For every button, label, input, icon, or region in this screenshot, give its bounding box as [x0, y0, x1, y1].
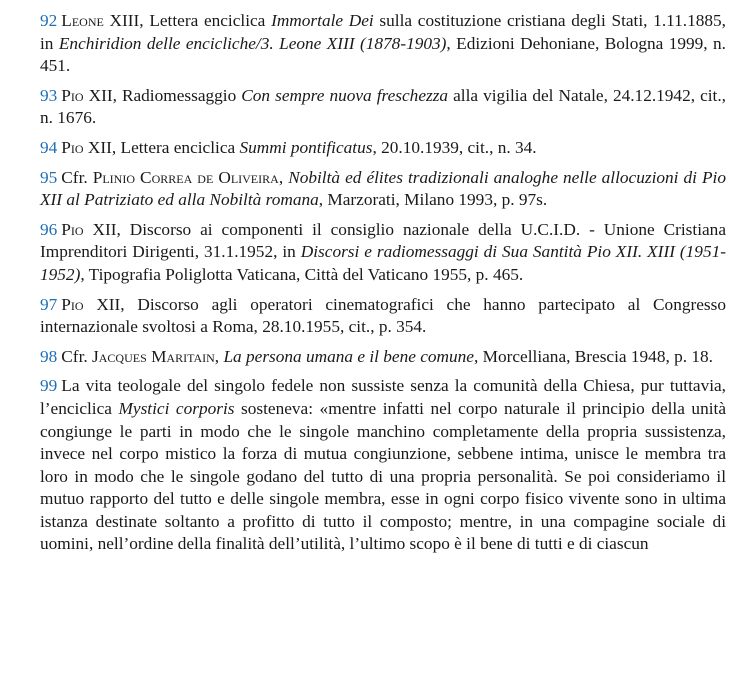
footnote-text: [40, 11, 726, 75]
author-name: Jacques Maritain: [92, 346, 215, 366]
text-run: sosteneva: «mentre infatti nel corpo naturale il principio della unità congiunge le parti in modo che le singole manchino completamente della propria sussistenza, invece nel corpo mistico la forza di mutua congiunzione, sebbene intima, unisce le membra tra loro in modo che le singole godano del tutto di una propria personalità. Se poi consideriamo il mutuo rapporto del tutto e delle singole membra, esse in ogni corpo fisico vivente sono in ultima istanza destinate soltanto a profitto di tutto il composto; mentre, in una compagine sociale di uomini, nell’ordine della finalità dell’utilità, l’ultimo scopo è il bene di tutti e di ciascun: [40, 398, 726, 554]
italic-title: Con sempre nuova freschezza: [241, 85, 449, 105]
text-run: Cfr.: [61, 346, 93, 366]
footnote-number[interactable]: 93: [40, 85, 58, 105]
author-name: Pio: [61, 294, 84, 314]
footnote-text: [61, 138, 536, 157]
text-run: , 20.10.1939, cit., n. 34.: [372, 137, 537, 157]
italic-title: Nobiltà ed élites tradizionali analoghe nelle allocuzioni di Pio XII al Patriziato ed alla Nobiltà romana: [40, 167, 727, 210]
italic-title: Enchiridion delle encicliche/3. Leone XIII (1878-1903): [58, 33, 447, 53]
footnote-text: [40, 376, 726, 553]
text-run: La vita teologale del singolo fedele non sussiste senza la comunità della Chiesa, pur tuttavia, l’enciclica: [40, 376, 726, 418]
footnotes-page: [40, 0, 726, 563]
footnote-text: [40, 168, 726, 210]
text-run: XIII, Lettera enciclica: [103, 11, 272, 30]
text-run: , Edizioni Dehoniane, Bologna 1999, n. 451.: [40, 33, 726, 76]
footnote-text: [40, 220, 726, 284]
text-run: XII, Discorso ai componenti il consiglio nazionale della U.C.I.D. - Unione Cristiana Imprenditori Dirigenti, 31.1.1952, in: [40, 219, 726, 262]
footnote-93: [40, 85, 726, 130]
text-run: sulla costituzione cristiana degli Stati, 1.11.1885, in: [40, 11, 726, 53]
footnote-number[interactable]: 95: [40, 167, 58, 187]
italic-title: La persona umana e il bene comune: [223, 346, 474, 366]
italic-title: Mystici corporis: [118, 398, 235, 418]
footnote-94: [40, 137, 726, 160]
text-run: ,: [278, 167, 289, 187]
footnote-99: [40, 375, 726, 556]
author-name: Leone: [61, 11, 104, 30]
footnote-text: [40, 295, 726, 337]
footnote-number[interactable]: 94: [40, 137, 58, 157]
footnote-95: [40, 167, 726, 212]
footnote-number[interactable]: 96: [40, 219, 58, 239]
footnote-98: [40, 346, 726, 369]
text-run: , Tipografia Poliglotta Vaticana, Città del Vaticano 1955, p. 465.: [80, 264, 524, 284]
text-run: , Morcelliana, Brescia 1948, p. 18.: [473, 346, 713, 366]
footnote-number[interactable]: 97: [40, 294, 58, 314]
text-run: alla vigilia del Natale, 24.12.1942, cit., n. 1676.: [40, 85, 726, 128]
italic-title: Summi pontificatus: [239, 137, 373, 157]
footnote-number[interactable]: 99: [40, 376, 58, 396]
author-name: Plinio Correa de Oliveira: [92, 167, 279, 187]
author-name: Pio: [61, 137, 84, 157]
text-run: Cfr.: [61, 167, 93, 187]
footnote-text: [40, 86, 726, 128]
footnote-97: [40, 294, 726, 339]
footnote-text: [61, 347, 713, 366]
author-name: Pio: [61, 85, 84, 105]
author-name: Pio: [61, 219, 84, 239]
text-run: XII, Discorso agli operatori cinematografici che hanno partecipato al Congresso internazionale svoltosi a Roma, 28.10.1955, cit., p. 354.: [40, 294, 726, 337]
text-run: XII, Radiomessaggio: [83, 85, 242, 105]
text-run: , Marzorati, Milano 1993, p. 97s.: [318, 190, 548, 210]
text-run: ,: [214, 346, 224, 366]
text-run: XII, Lettera enciclica: [83, 137, 240, 157]
footnote-92: [40, 10, 726, 78]
footnote-number[interactable]: 98: [40, 346, 58, 366]
italic-title: Discorsi e radiomessaggi di Sua Santità Pio XII. XIII (1951-1952): [40, 242, 726, 284]
footnote-96: [40, 219, 726, 287]
italic-title: Immortale Dei: [271, 11, 374, 30]
footnote-number[interactable]: 92: [40, 11, 58, 30]
